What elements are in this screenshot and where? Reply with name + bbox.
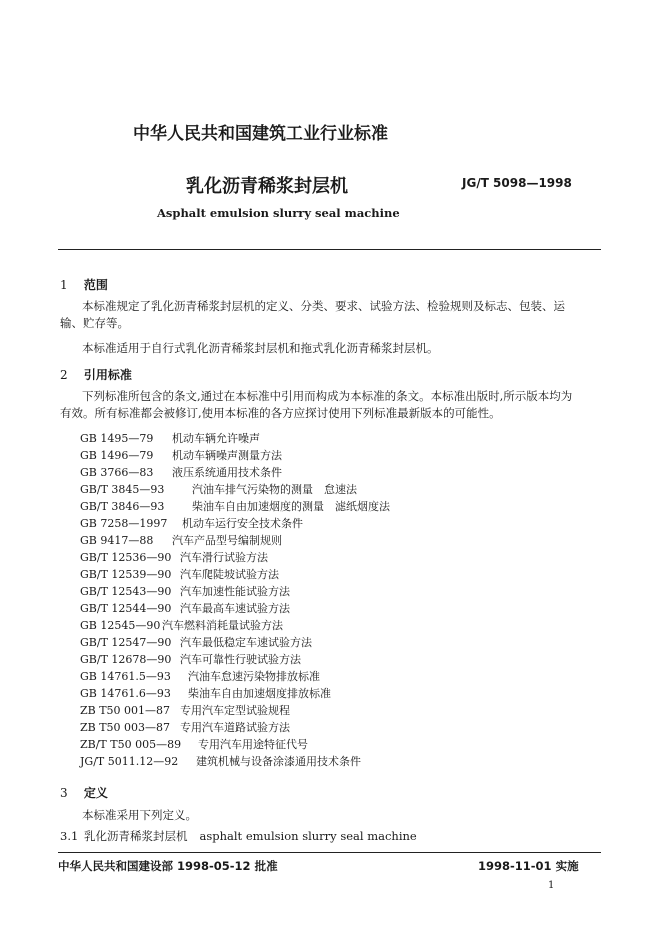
section-label: 引用标准: [83, 368, 132, 382]
reference-title: 汽油车排气污染物的测量 怠速法: [192, 483, 357, 496]
section-1-heading: [60, 276, 108, 293]
reference-code: GB 1496—79: [80, 449, 154, 462]
reference-item: [80, 702, 290, 718]
section-label: 范围: [83, 278, 108, 292]
definition-term-en: asphalt emulsion slurry seal machine: [199, 829, 417, 843]
reference-title: 机动车辆噪声测量方法: [172, 449, 282, 462]
reference-item: [80, 719, 290, 735]
reference-code: GB 3766—83: [80, 466, 154, 479]
reference-code: GB/T 12539—90: [80, 568, 172, 581]
reference-title: 机动车运行安全技术条件: [182, 517, 303, 530]
reference-title: 汽车最低稳定车速试验方法: [180, 636, 312, 649]
reference-code: GB/T 12544—90: [80, 602, 172, 615]
standard-code: JG/T 5098—1998: [462, 176, 572, 190]
reference-code: GB 12545—90: [80, 619, 161, 632]
issuing-organization: 中华人民共和国建筑工业行业标准: [133, 124, 388, 144]
reference-item: [80, 498, 390, 514]
reference-item: [80, 617, 283, 633]
reference-item: [80, 583, 290, 599]
reference-item: [80, 668, 320, 684]
reference-code: ZB/T T50 005—89: [80, 738, 182, 751]
reference-title: 机动车辆允许噪声: [172, 432, 260, 445]
reference-code: GB/T 3845—93: [80, 483, 165, 496]
reference-title: 专用汽车用途特征代号: [198, 738, 308, 751]
section-3-heading: [60, 784, 108, 801]
reference-item: [80, 447, 282, 463]
section-3-paragraph-1: 本标准采用下列定义。: [82, 808, 197, 822]
reference-item: [80, 651, 301, 667]
english-title: Asphalt emulsion slurry seal machine: [157, 206, 400, 220]
reference-item: [80, 600, 290, 616]
section-number: 2: [60, 368, 68, 382]
reference-title: 汽车最高车速试验方法: [180, 602, 290, 615]
section-1-paragraph-2: 本标准适用于自行式乳化沥青稀浆封层机和拖式乳化沥青稀浆封层机。: [82, 341, 439, 355]
definition-term-cn: 乳化沥青稀浆封层机: [84, 829, 188, 843]
reference-item: [80, 532, 282, 548]
reference-item: [80, 566, 279, 582]
reference-code: GB 7258—1997: [80, 517, 168, 530]
reference-title: 汽车可靠性行驶试验方法: [180, 653, 301, 666]
reference-item: [80, 464, 282, 480]
reference-code: GB 14761.5—93: [80, 670, 171, 683]
reference-code: GB 14761.6—93: [80, 687, 171, 700]
reference-code: GB/T 12547—90: [80, 636, 172, 649]
reference-title: 汽车加速性能试验方法: [180, 585, 290, 598]
reference-title: 汽车爬陡坡试验方法: [180, 568, 279, 581]
reference-item: [80, 685, 331, 701]
section-label: 定义: [83, 786, 108, 800]
reference-title: 液压系统通用技术条件: [172, 466, 282, 479]
reference-item: [80, 753, 361, 769]
reference-code: GB/T 12536—90: [80, 551, 172, 564]
section-2-heading: [60, 366, 132, 383]
implementation-date: 1998-11-01 实施: [478, 859, 579, 873]
reference-code: GB/T 12678—90: [80, 653, 172, 666]
reference-code: JG/T 5011.12—92: [80, 755, 179, 768]
standard-title: 乳化沥青稀浆封层机: [186, 176, 348, 197]
reference-title: 柴油车自由加速烟度排放标准: [188, 687, 331, 700]
reference-title: 专用汽车道路试验方法: [180, 721, 290, 734]
section-number: 1: [60, 278, 68, 292]
section-number: 3: [60, 786, 68, 800]
reference-code: GB 1495—79: [80, 432, 154, 445]
reference-item: [80, 549, 268, 565]
reference-title: 柴油车自由加速烟度的测量 滤纸烟度法: [192, 500, 390, 513]
reference-title: 汽车产品型号编制规则: [172, 534, 282, 547]
reference-code: GB/T 12543—90: [80, 585, 172, 598]
section-2-paragraph-1: 下列标准所包含的条文,通过在本标准中引用而构成为本标准的条文。本标准出版时,所示版本均为有效。所有标准都会被修订,使用本标准的各方应探讨使用下列标准最新版本的可能性。: [60, 389, 573, 420]
reference-title: 汽油车怠速污染物排放标准: [188, 670, 320, 683]
approval-info: 中华人民共和国建设部 1998-05-12 批准: [58, 859, 278, 873]
reference-title: 专用汽车定型试验规程: [180, 704, 290, 717]
definition-number: 3.1: [60, 829, 79, 843]
reference-title: 汽车燃料消耗量试验方法: [162, 619, 283, 632]
reference-item: [80, 430, 260, 446]
reference-code: GB 9417—88: [80, 534, 154, 547]
reference-title: 建筑机械与设备涂漆通用技术条件: [196, 755, 361, 768]
reference-code: ZB T50 001—87: [80, 704, 171, 717]
page-number: 1: [548, 880, 555, 891]
reference-item: [80, 736, 308, 752]
section-1-paragraph-1: 本标准规定了乳化沥青稀浆封层机的定义、分类、要求、试验方法、检验规则及标志、包装、运输、贮存等。: [60, 299, 565, 330]
header-divider: [58, 249, 601, 250]
reference-code: GB/T 3846—93: [80, 500, 165, 513]
reference-title: 汽车滑行试验方法: [180, 551, 268, 564]
reference-item: [80, 634, 312, 650]
footer-divider: [58, 852, 601, 853]
reference-item: [80, 481, 357, 497]
reference-item: [80, 515, 303, 531]
reference-code: ZB T50 003—87: [80, 721, 171, 734]
definition-3-1: [60, 828, 417, 844]
